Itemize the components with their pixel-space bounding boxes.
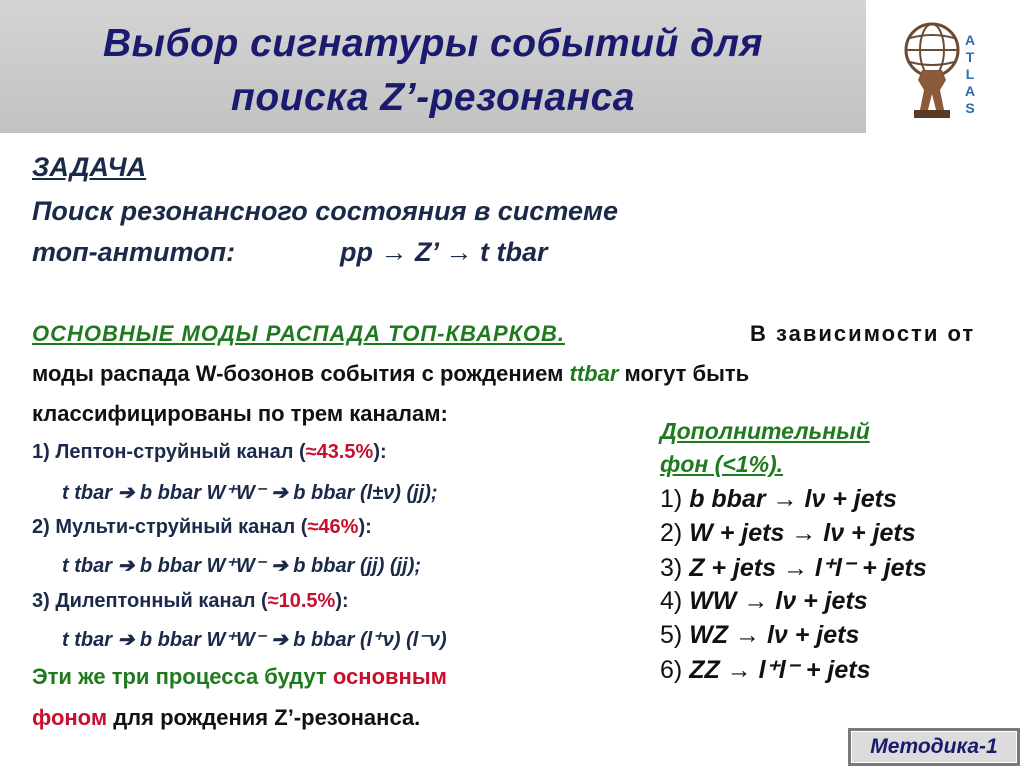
decay-line2-pre: моды распада W-бозонов события с рождением — [32, 361, 570, 386]
background-item — [660, 519, 916, 548]
conclusion-line1 — [32, 664, 447, 690]
ttbar-term: ttbar — [569, 361, 619, 386]
atlas-logo-letters — [960, 32, 980, 117]
decay-line2 — [32, 361, 749, 387]
channel-label-post: ): — [358, 516, 372, 538]
slide-title-line2: поиска Z’-резонанса — [231, 76, 635, 119]
background-item-num: 2) — [660, 519, 683, 547]
background-item-num: 1) — [660, 485, 683, 513]
background-item-num: 5) — [660, 621, 683, 649]
background-item-num: 6) — [660, 656, 683, 684]
background-item-num: 4) — [660, 587, 683, 615]
background-item — [660, 587, 868, 616]
background-item-process: b bbar → lν + jets — [689, 485, 897, 513]
channel-3-reaction: t tbar ➔ b bbar W⁺W⁻ ➔ b bbar (l⁺ν) (l⁻ν) — [62, 629, 447, 651]
background-item-process: Z + jets → l⁺l⁻ + jets — [689, 554, 927, 582]
channel-3-label — [32, 590, 349, 613]
logo-letter: T — [965, 49, 975, 65]
background-item-num: 3) — [660, 554, 683, 582]
methodology-button[interactable] — [848, 728, 1020, 766]
background-item-process: WW → lν + jets — [689, 587, 868, 615]
channel-percent: ≈46% — [307, 516, 359, 538]
decay-line3: классифицированы по трем каналам: — [32, 401, 448, 426]
channel-1-reaction: t tbar ➔ b bbar W⁺W⁻ ➔ b bbar (l±ν) (jj); — [62, 482, 438, 504]
conclusion-line1-pre: Эти же три процесса будут — [32, 664, 333, 689]
conclusion-line1-red: основным — [332, 664, 447, 689]
background-title-line1: Дополнительный — [660, 418, 870, 444]
slide-title-line1: Выбор сигнатуры событий для — [103, 22, 763, 65]
background-item — [660, 553, 927, 583]
channel-2-label — [32, 516, 372, 539]
task-line2-label: топ-антитоп: — [32, 237, 236, 267]
conclusion-line2 — [32, 705, 420, 731]
channel-percent: ≈43.5% — [305, 441, 374, 463]
channel-percent: ≈10.5% — [267, 590, 336, 612]
task-heading: ЗАДАЧА — [32, 152, 147, 182]
logo-letter: A — [964, 83, 976, 99]
task-formula: pp → Z’ → t tbar — [340, 237, 548, 267]
decay-line1-rest: В зависимости от — [750, 321, 976, 346]
logo-letter: A — [964, 32, 976, 48]
background-item-process: WZ → lν + jets — [689, 621, 860, 649]
background-item-process: W + jets → lν + jets — [689, 519, 916, 547]
task-line1: Поиск резонансного состояния в системе — [32, 196, 618, 226]
conclusion-line2-post: для рождения Z’-резонанса. — [107, 705, 421, 730]
background-item-process: ZZ → l⁺l⁻ + jets — [689, 656, 871, 684]
background-item — [660, 655, 870, 685]
channel-label-pre: 3) Дилептонный канал ( — [32, 590, 268, 612]
channel-label-post: ): — [335, 590, 349, 612]
channel-1-label — [32, 441, 387, 464]
conclusion-line2-red: фоном — [32, 705, 108, 730]
background-item — [660, 485, 897, 514]
channel-label-pre: 2) Мульти-струйный канал ( — [32, 516, 308, 538]
background-item — [660, 621, 859, 650]
channel-label-post: ): — [373, 441, 387, 463]
decay-heading: ОСНОВНЫЕ МОДЫ РАСПАДА ТОП-КВАРКОВ. — [32, 321, 565, 346]
channel-label-pre: 1) Лептон-струйный канал ( — [32, 441, 306, 463]
logo-letter: L — [965, 66, 975, 82]
decay-line2-post: могут быть — [618, 361, 750, 386]
background-title-line2: фон (<1%). — [660, 451, 784, 477]
logo-letter: S — [965, 100, 975, 116]
channel-2-reaction: t tbar ➔ b bbar W⁺W⁻ ➔ b bbar (jj) (jj); — [62, 555, 422, 577]
decay-line1 — [32, 321, 976, 347]
methodology-button-label: Методика-1 — [851, 731, 1017, 763]
